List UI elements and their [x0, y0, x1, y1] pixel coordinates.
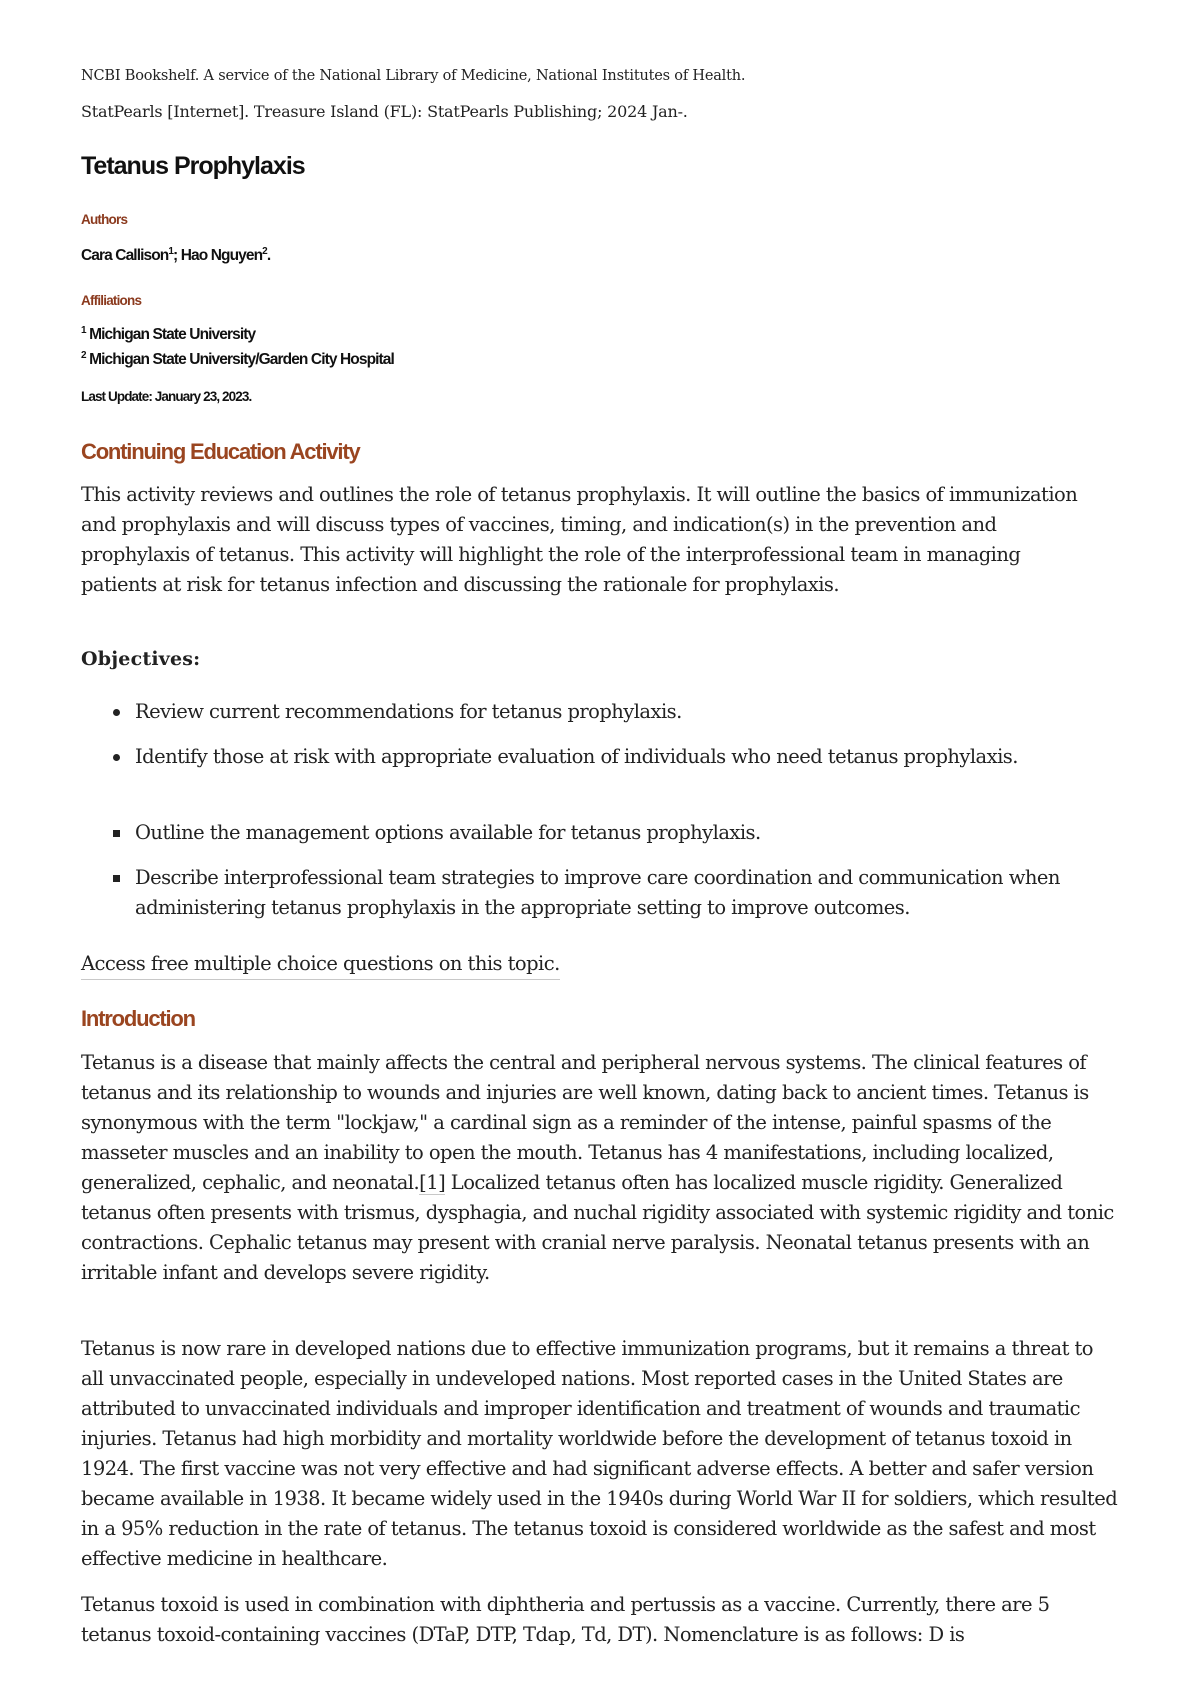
introduction-paragraph-1: Tetanus is a disease that mainly affects the central and peripheral nervous systems. The clinical features of tetanus and its relationship to wounds and injuries are well known, dating back to ancient times. Tetanus is synonymous with the term "lockjaw," a cardinal sign as a reminder of the intense, painful spasms of the masseter muscles and an inability to open the mouth. Tetanus has 4 manifestations, including localized, generalized, cephalic, and neonatal.[1] Localized tetanus often has localized muscle rigidity. Generalized tetanus often presents with trismus, dysphagia, and nuchal rigidity associated with systemic rigidity and tonic contractions. Cephalic tetanus may present with cranial nerve paralysis. Neonatal tetanus presents with an irritable infant and develops severe rigidity.	[81, 1051, 1114, 1284]
square-bullet-icon	[113, 830, 120, 837]
author-separator: .	[266, 247, 271, 264]
authors-label: Authors	[81, 212, 128, 227]
affiliation-item	[81, 350, 394, 369]
affiliation-text: Michigan State University/Garden City Hospital	[89, 351, 394, 368]
affiliation-item	[81, 325, 255, 344]
bullet-icon	[113, 754, 120, 761]
list-item: Review current recommendations for tetanus prophylaxis.	[135, 697, 1135, 727]
affiliation-text: Michigan State University	[89, 326, 256, 343]
author-name[interactable]: Hao Nguyen	[180, 247, 263, 264]
author-affiliation-marker: 2	[262, 246, 267, 257]
bullet-icon	[113, 709, 120, 716]
introduction-paragraph-3: Tetanus toxoid is used in combination with diphtheria and pertussis as a vaccine. Currently, there are 5 tetanus toxoid-containing vaccines (DTaP, DTP, Tdap, Td, DT). Nomenclature is as follows: D is	[81, 1593, 1050, 1646]
author-affiliation-marker: 1	[168, 246, 174, 257]
ncbi-service-line: NCBI Bookshelf. A service of the National Library of Medicine, National Institutes of Health.	[81, 68, 746, 84]
section-heading-continuing-education: Continuing Education Activity	[81, 439, 360, 464]
affiliation-marker: 2	[81, 350, 86, 361]
access-questions-link[interactable]: Access free multiple choice questions on this topic.	[81, 949, 560, 980]
affiliations-label: Affiliations	[81, 293, 142, 308]
affiliation-marker: 1	[81, 325, 86, 336]
author-name[interactable]: Cara Callison	[81, 247, 169, 264]
section-heading-introduction: Introduction	[81, 1006, 195, 1031]
author-separator: ;	[173, 247, 181, 264]
introduction-paragraph-2: Tetanus is now rare in developed nations due to effective immunization programs, but it remains a threat to all unvaccinated people, especially in undeveloped nations. Most reported cases in the United States are attributed to unvaccinated individuals and improper identification and treatment of wounds and traumatic injuries. Tetanus had high morbidity and mortality worldwide before the development of tetanus toxoid in 1924. The first vaccine was not very effective and had significant adverse effects. A better and safer version became available in 1938. It became widely used in the 1940s during World War II for soldiers, which resulted in a 95% reduction in the rate of tetanus. The tetanus toxoid is considered worldwide as the safest and most effective medicine in healthcare.	[81, 1337, 1118, 1570]
authors-list	[81, 246, 270, 265]
list-item: Identify those at risk with appropriate evaluation of individuals who need tetanus prophylaxis.	[135, 742, 1135, 772]
publication-citation: StatPearls [Internet]. Treasure Island (FL): StatPearls Publishing; 2024 Jan-.	[81, 102, 688, 121]
page-title: Tetanus Prophylaxis	[81, 152, 305, 180]
reference-link[interactable]: [1]	[419, 1171, 446, 1194]
square-bullet-icon	[113, 875, 120, 882]
list-item: Describe interprofessional team strategies to improve care coordination and communication when administering tetanus prophylaxis in the appropriate setting to improve outcomes.	[135, 863, 1135, 923]
objectives-label: Objectives:	[81, 648, 201, 670]
last-update: Last Update: January 23, 2023.	[81, 389, 252, 404]
continuing-education-paragraph: This activity reviews and outlines the role of tetanus prophylaxis. It will outline the basics of immunization and prophylaxis and will discuss types of vaccines, timing, and indication(s) in the prevention and prophylaxis of tetanus. This activity will highlight the role of the interprofessional team in managing patients at risk for tetanus infection and discussing the rationale for prophylaxis.	[81, 483, 1078, 596]
list-item: Outline the management options available for tetanus prophylaxis.	[135, 818, 1135, 848]
